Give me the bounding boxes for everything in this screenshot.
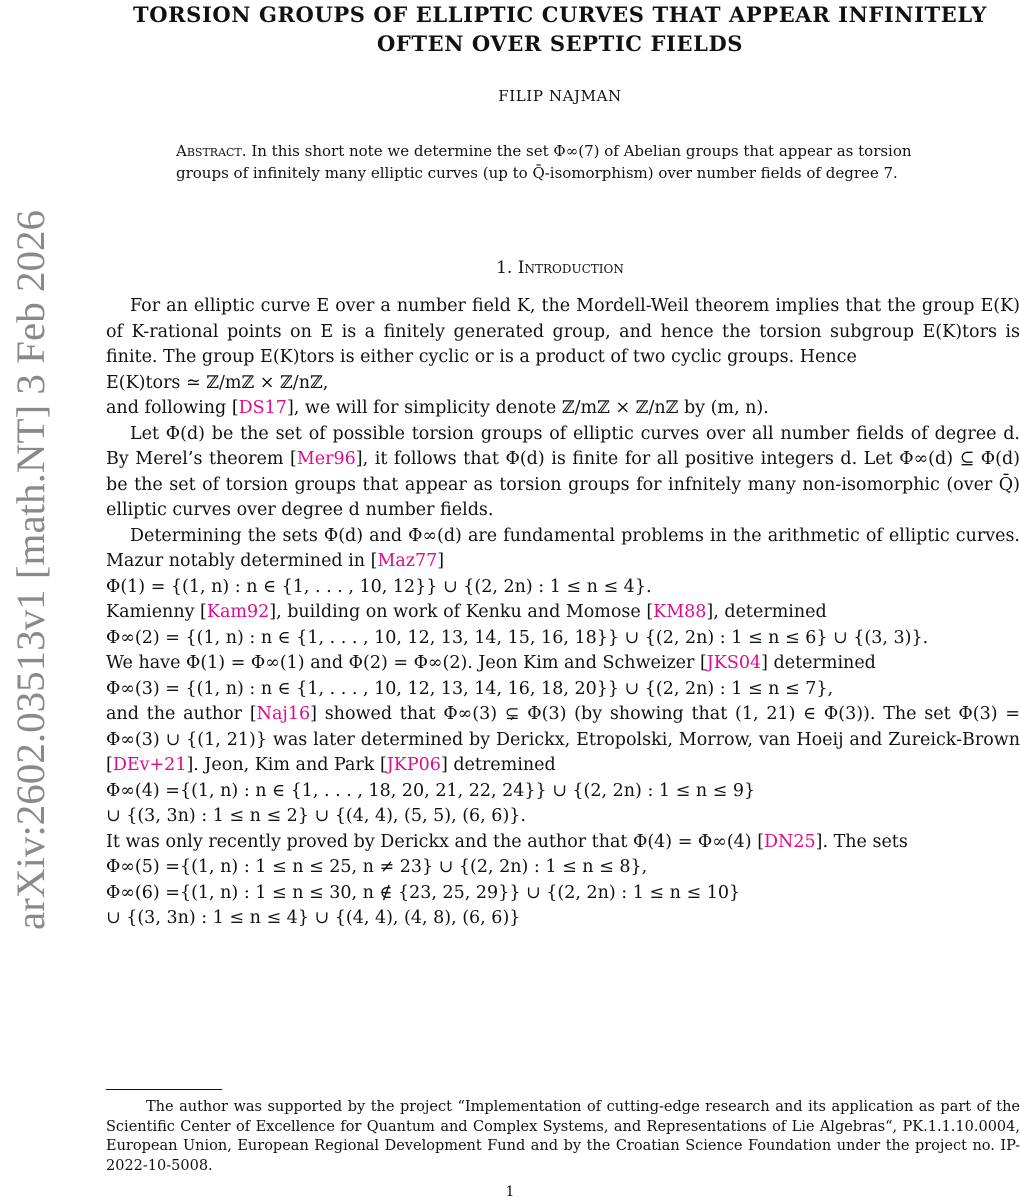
title-line-2: OFTEN OVER SEPTIC FIELDS bbox=[376, 31, 744, 56]
paragraph-2: and following [DS17], we will for simplicity denote ℤ/mℤ × ℤ/nℤ by (m, n). bbox=[106, 398, 769, 418]
paragraph-5: Kamienny [Kam92], building on work of Kenku and Momose [KM88], determined bbox=[106, 602, 827, 622]
paragraph-2-text-b: , we will for simplicity denote ℤ/mℤ × ℤ/nℤ by (m, n). bbox=[293, 398, 769, 418]
citation-jks04[interactable]: JKS04 bbox=[706, 653, 762, 673]
arxiv-stamp-svg bbox=[0, 200, 62, 940]
section-heading bbox=[90, 258, 1020, 278]
equation-phi-inf-3: Φ∞(3) = {(1, n) : n ∈ {1, . . . , 10, 12, 13, 14, 16, 18, 20}} ∪ {(2, 2n) : 1 ≤ n ≤ 7}, bbox=[106, 678, 834, 699]
section-title: Introduction bbox=[517, 258, 624, 278]
equation-phi-1: Φ(1) = {(1, n) : n ∈ {1, . . . , 10, 12}} ∪ {(2, 2n) : 1 ≤ n ≤ 4}. bbox=[106, 576, 652, 597]
paragraph-6-text-a: We have Φ(1) = Φ∞(1) and Φ(2) = Φ∞(2). Jeon Kim and Schweizer bbox=[106, 653, 700, 673]
paragraph-5-text-b: , building on work of Kenku and Momose bbox=[276, 602, 647, 622]
footnote bbox=[106, 1098, 1020, 1176]
paragraph-4: Determining the sets Φ(d) and Φ∞(d) are fundamental problems in the arithmetic of elliptic curves. Mazur notably determined in [Maz77] bbox=[106, 525, 1020, 571]
arxiv-stamp-text: arXiv:2602.03513v1 [math.NT] 3 Feb 2026 bbox=[8, 227, 53, 930]
title-line-1: TORSION GROUPS OF ELLIPTIC CURVES THAT APPEAR INFINITELY bbox=[133, 2, 987, 27]
paragraph-2-text-a: and following bbox=[106, 398, 232, 418]
arxiv-stamp bbox=[0, 200, 62, 940]
footnote-rule bbox=[106, 1089, 222, 1090]
paragraph-6-text-b: determined bbox=[767, 653, 876, 673]
citation-ds17[interactable]: DS17 bbox=[238, 398, 287, 418]
citation-naj16[interactable]: Naj16 bbox=[256, 704, 311, 724]
abstract-text: In this short note we determine the set Φ∞(7) of Abelian groups that appear as torsion groups of infinitely many elliptic curves (up to Q̄-isomorphism) over number fields of degree 7. bbox=[176, 142, 912, 182]
body-text bbox=[106, 294, 1020, 932]
equation-phi-inf-5: Φ∞(5) ={(1, n) : 1 ≤ n ≤ 25, n ≠ 23} ∪ {(2, 2n) : 1 ≤ n ≤ 8}, bbox=[106, 857, 648, 877]
paragraph-3-text-a: Let Φ(d) be the set of possible torsion groups of elliptic curves over all number fields of degree d. By Merel’s theorem bbox=[106, 423, 1020, 469]
paragraph-7-text-b: showed that Φ∞(3) ⊊ Φ(3) (by showing that (1, 21) ∈ Φ(3)). The set Φ(3) = Φ∞(3) ∪ {(1, 21)} was later determined by Derickx, Etropolski, Morrow, van Hoeij and Zureick-Brown bbox=[106, 704, 1020, 750]
paragraph-8: It was only recently proved by Derickx and the author that Φ(4) = Φ∞(4) [DN25]. The sets bbox=[106, 831, 908, 852]
equation-phi-inf-4-line-1: Φ∞(4) ={(1, n) : n ∈ {1, . . . , 18, 20, 21, 22, 24}} ∪ {(2, 2n) : 1 ≤ n ≤ 9} bbox=[106, 780, 756, 801]
section-number: 1. bbox=[496, 258, 513, 278]
equation-phi-inf-6-line-2: ∪ {(3, 3n) : 1 ≤ n ≤ 4} ∪ {(4, 4), (4, 8), (6, 6)} bbox=[106, 908, 521, 928]
equation-phi-inf-4-line-2: ∪ {(3, 3n) : 1 ≤ n ≤ 2} ∪ {(4, 4), (5, 5), (6, 6)}. bbox=[106, 806, 526, 826]
abstract-lead: Abstract. bbox=[176, 142, 247, 160]
abstract bbox=[176, 140, 966, 184]
equation-phi-inf-6-line-1: Φ∞(6) ={(1, n) : 1 ≤ n ≤ 30, n ∉ {23, 25, 29}} ∪ {(2, 2n) : 1 ≤ n ≤ 10} bbox=[106, 882, 741, 903]
equation-phi-inf-2: Φ∞(2) = {(1, n) : n ∈ {1, . . . , 10, 12, 13, 14, 15, 16, 18}} ∪ {(2, 2n) : 1 ≤ n ≤ 6} ∪ {(3, 3)}. bbox=[106, 627, 929, 648]
citation-kam92[interactable]: Kam92 bbox=[206, 602, 270, 622]
paragraph-7: and the author [Naj16] showed that Φ∞(3) ⊊ Φ(3) (by showing that (1, 21) ∈ Φ(3)). The set Φ(3) = Φ∞(3) ∪ {(1, 21)} was later determined by Derickx, Etropolski, Morrow, van Hoeij and Zureick-Brown [DEv+21]. Jeon, Kim and Park [JKP06] detremined bbox=[106, 704, 1020, 775]
author-name: FILIP NAJMAN bbox=[498, 87, 622, 105]
citation-mer96[interactable]: Mer96 bbox=[296, 449, 356, 469]
paragraph-3: Let Φ(d) be the set of possible torsion groups of elliptic curves over all number fields of degree d. By Merel’s theorem [Mer96], it follows that Φ(d) is finite for all positive integers d. Let Φ∞(d) ⊆ Φ(d) be the set of torsion groups that appear as torsion groups for infnitely many non-isomorphic (over Q̄) elliptic curves over degree d number fields. bbox=[106, 423, 1020, 520]
paragraph-5-text-a: Kamienny bbox=[106, 602, 201, 622]
paragraph-7-text-d: detremined bbox=[447, 755, 556, 775]
equation-torsion: E(K)tors ≃ ℤ/mℤ × ℤ/nℤ, bbox=[106, 372, 329, 393]
citation-dev21[interactable]: DEv+21 bbox=[112, 755, 187, 775]
paragraph-7-text-c: . Jeon, Kim and Park bbox=[193, 755, 380, 775]
citation-maz77[interactable]: Maz77 bbox=[377, 551, 438, 571]
paragraph-1: For an elliptic curve E over a number field K, the Mordell-Weil theorem implies that the group E(K) of K-rational points on E is a finitely generated group, and hence the torsion subgroup E(K)tors is finite. The group E(K)tors is either cyclic or is a product of two cyclic groups. Hence bbox=[106, 296, 1020, 367]
paragraph-8-text-a: It was only recently proved by Derickx and the author that Φ(4) = Φ∞(4) bbox=[106, 831, 758, 852]
citation-jkp06[interactable]: JKP06 bbox=[386, 755, 441, 775]
citation-km88[interactable]: KM88 bbox=[653, 602, 707, 622]
citation-dn25[interactable]: DN25 bbox=[764, 831, 816, 852]
footnote-text: The author was supported by the project “Implementation of cutting-edge research and its application as part of the Scientific Center of Excellence for Quantum and Complex Systems, and Representations of Lie Algebras“, PK.1.1.10.0004, European Union, European Regional Development Fund and by the Croatian Science Foundation under the project no. IP-2022-10-5008. bbox=[106, 1099, 1020, 1174]
paragraph-7-text-a: and the author bbox=[106, 704, 250, 724]
paragraph-5-text-c: , determined bbox=[713, 602, 827, 622]
paragraph-4-text-a: Determining the sets Φ(d) and Φ∞(d) are fundamental problems in the arithmetic of elliptic curves. Mazur notably determined in bbox=[106, 525, 1020, 571]
page-number: 1 bbox=[505, 1184, 515, 1200]
paragraph-8-text-b: . The sets bbox=[822, 831, 908, 852]
paper-title bbox=[90, 0, 1020, 58]
paragraph-3-text-b: , it follows that Φ(d) is finite for all positive integers d. Let Φ∞(d) ⊆ Φ(d) be the set of torsion groups that appear as torsion groups for infnitely many non-isomorphic (over Q̄) elliptic curves over degree d number fields. bbox=[106, 449, 1020, 520]
paragraph-6: We have Φ(1) = Φ∞(1) and Φ(2) = Φ∞(2). Jeon Kim and Schweizer [JKS04] determined bbox=[106, 653, 876, 673]
